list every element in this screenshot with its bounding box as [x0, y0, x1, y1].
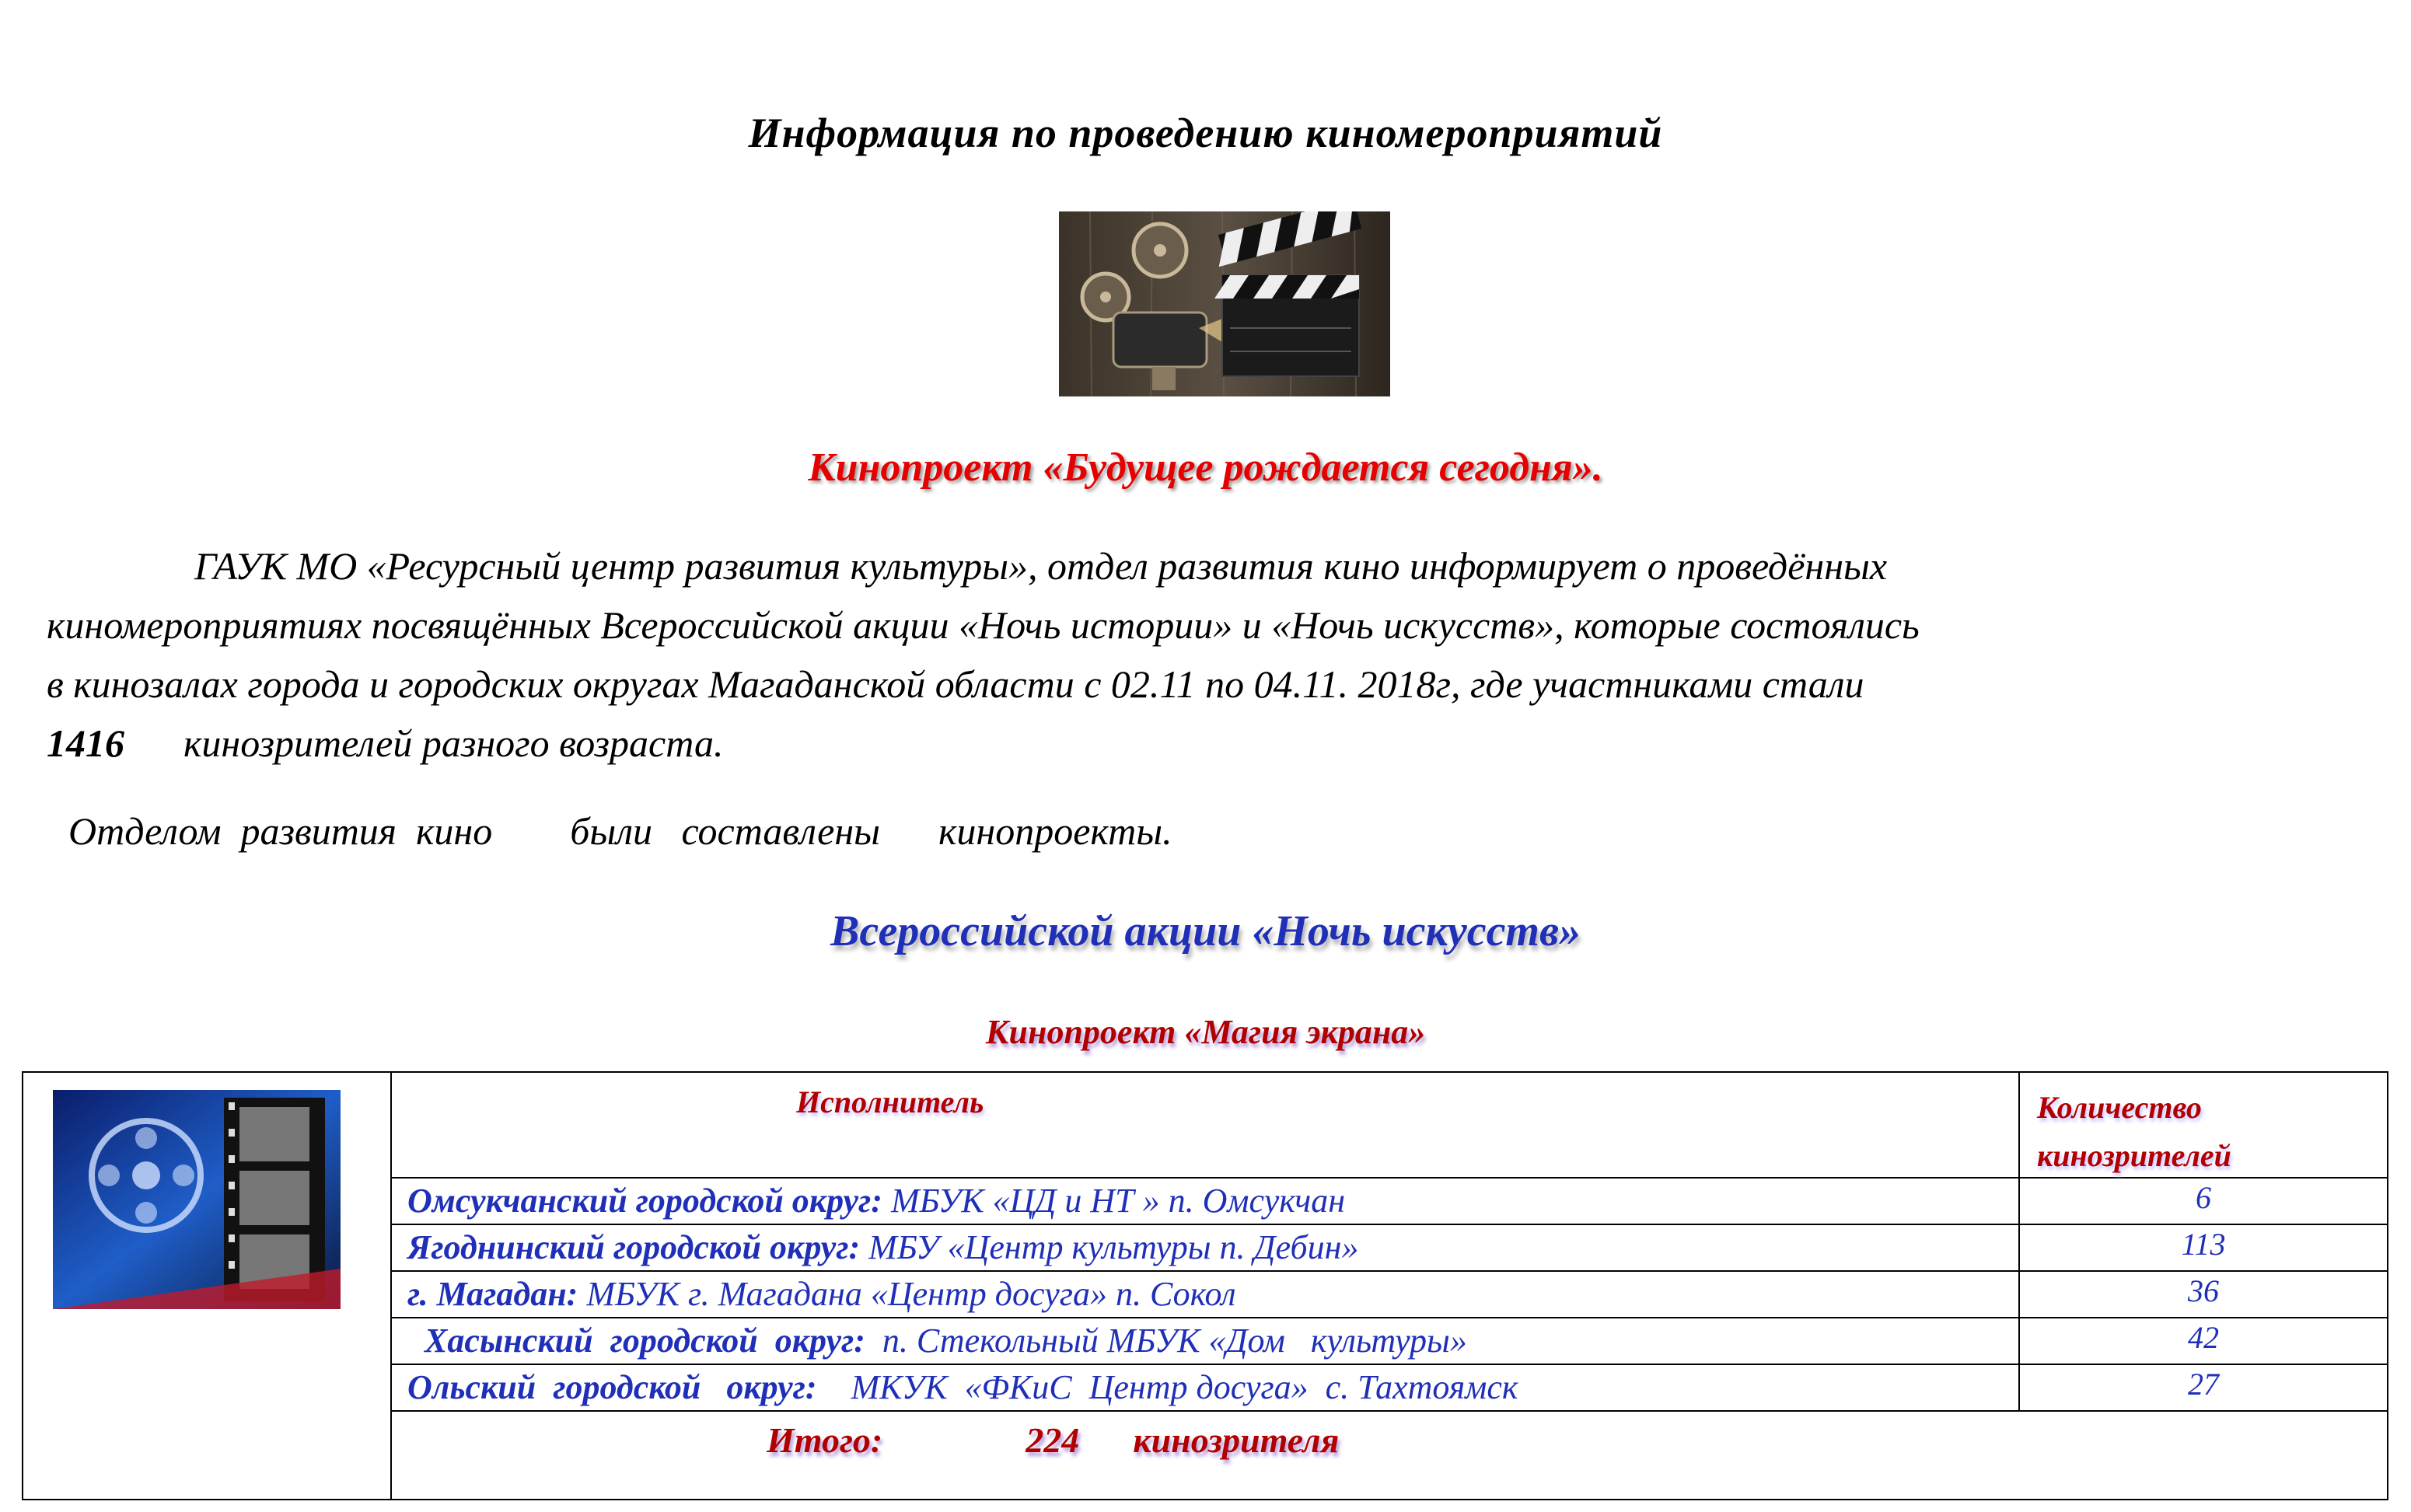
viewer-count-cell: 27 — [2188, 1367, 2219, 1402]
table-row — [392, 1272, 2387, 1318]
viewers-table — [22, 1071, 2388, 1500]
table-header-row — [392, 1073, 2387, 1179]
district-name: Ольский городской округ: — [407, 1368, 817, 1406]
section-title: Всероссийской акции «Ночь искусств» — [830, 907, 1581, 955]
viewer-count-cell: 36 — [2188, 1273, 2219, 1308]
total-text: Итого: 224 кинозрителя — [767, 1420, 1340, 1460]
film-projector-clapperboard-image — [1059, 211, 1390, 396]
viewer-count-cell: 113 — [2181, 1227, 2226, 1262]
project2-title: Кинопроект «Магия экрана» — [985, 1013, 1426, 1051]
paragraph-line: кинозрителей разного возраста. — [183, 721, 724, 765]
page-title: Информация по проведению киномероприятий — [748, 110, 1663, 156]
paragraph-line: в кинозалах города и городских округах Магаданской области с 02.11 по 04.11. 2018г, где участниками стали — [47, 662, 1864, 706]
table-row — [392, 1365, 2387, 1412]
organization-name: МБУК «ЦД и НТ » п. Омсукчан — [882, 1182, 1346, 1220]
district-name: Ягоднинский городской округ: — [407, 1228, 861, 1266]
viewer-count: 1416 — [47, 721, 124, 765]
organization-name: МБУК г. Магадана «Центр досуга» п. Сокол — [578, 1275, 1236, 1313]
total-row — [393, 1407, 2021, 1499]
header-count: Количество кинозрителей — [2037, 1090, 2231, 1173]
table-row — [392, 1179, 2387, 1225]
district-name: Хасынский городской округ: — [407, 1322, 865, 1360]
intro-paragraph — [47, 536, 2364, 773]
viewer-count-cell: 42 — [2188, 1320, 2219, 1355]
project-title: Кинопроект «Будущее рождается сегодня». — [808, 445, 1603, 490]
viewer-count-cell: 6 — [2196, 1180, 2211, 1215]
table-row — [392, 1225, 2387, 1272]
paragraph-line: ГАУК МО «Ресурсный центр развития культуры», отдел развития кино информирует о проведённых — [194, 544, 1888, 588]
projects-paragraph: Отделом развития кино были составлены кинопроекты. — [68, 809, 1172, 853]
table-row — [392, 1318, 2387, 1365]
cinema-reel-collage-image — [53, 1090, 341, 1309]
header-performer: Исполнитель — [796, 1084, 984, 1119]
district-name: Омсукчанский городской округ: — [407, 1182, 882, 1220]
table-image-cell — [23, 1073, 392, 1499]
organization-name: МБУ «Центр культуры п. Дебин» — [860, 1228, 1359, 1266]
organization-name: п. Стекольный МБУК «Дом культуры» — [865, 1322, 1467, 1360]
district-name: г. Магадан: — [407, 1275, 578, 1313]
paragraph-line: киномероприятиях посвящённых Всероссийской акции «Ночь истории» и «Ночь искусств», которые состоялись — [47, 603, 1920, 647]
organization-name: МКУК «ФКиС Центр досуга» с. Тахтоямск — [816, 1368, 1518, 1406]
